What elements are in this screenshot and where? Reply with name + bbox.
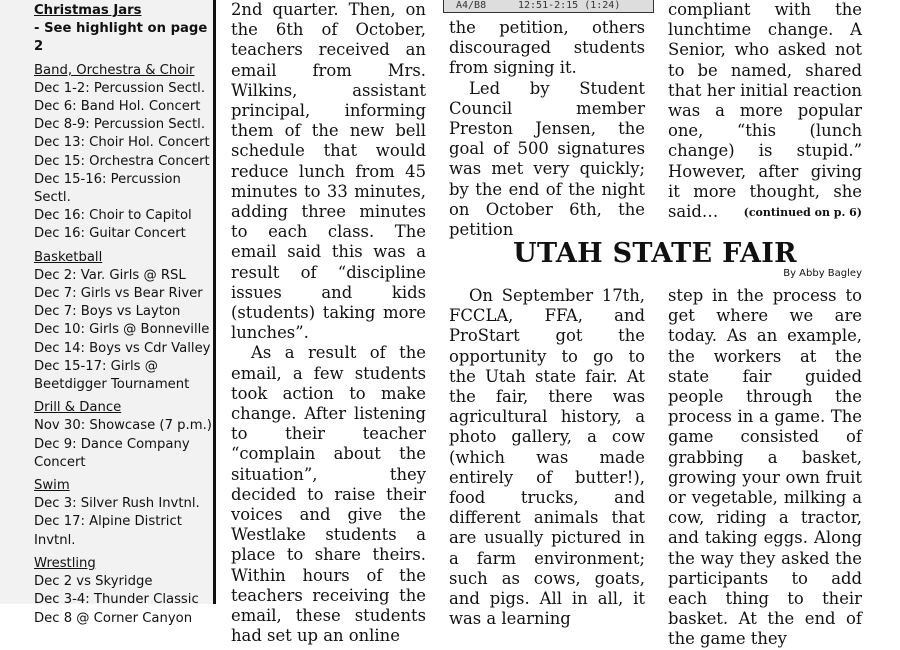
schedule-period: A4/B8 bbox=[456, 0, 487, 11]
section-title: Wrestling bbox=[34, 555, 96, 571]
article-paragraph: 2nd quarter. Then, on the 6th of October, teachers received an email from Mrs. Wilkins, assistant principal, informing them of the new bell schedule that would reduce lunch from 45 minutes to 33 minutes, adding three minutes to each class. The email said this was a result of “discipline issues and kids (students) taking more lunches”. bbox=[231, 0, 426, 343]
event-item: Dec 15-16: Percussion Sectl. bbox=[34, 171, 181, 206]
bell-schedule-row bbox=[443, 0, 654, 13]
event-item: Dec 10: Girls @ Bonneville bbox=[34, 322, 210, 338]
event-item: Dec 2: Var. Girls @ RSL bbox=[34, 267, 186, 283]
event-item: Dec 6: Band Hol. Concert bbox=[34, 99, 201, 115]
article-paragraph: compliant with the lunchtime change. A Senior, who asked not to be named, shared that her initial reaction was a more popular one, “this (lunch change) is stupid.” However, after giving it more thought, she said… bbox=[668, 0, 862, 222]
article-paragraph: the petition, others discouraged students from signing it. bbox=[449, 18, 645, 78]
event-item: Dec 1-2: Percussion Sectl. bbox=[34, 80, 206, 96]
schedule-time: 12:51-2:15 (1:24) bbox=[518, 0, 621, 11]
event-item: Dec 3-4: Thunder Classic bbox=[34, 592, 199, 608]
event-item: Dec 8 @ Corner Canyon bbox=[34, 610, 193, 626]
byline: By Abby Bagley bbox=[783, 268, 862, 279]
section-band bbox=[34, 62, 214, 244]
event-item: Dec 15-17: Girls @ Beetdigger Tournament bbox=[34, 358, 190, 393]
event-item: Dec 9: Dance Company Concert bbox=[34, 436, 190, 470]
article-paragraph: Led by Student Council member Preston Jensen, the goal of 500 signatures was met very quickly; by the end of the night on October 6th, the petition bbox=[449, 78, 645, 240]
event-item: Dec 14: Boys vs Cdr Valley bbox=[34, 340, 211, 356]
column-divider bbox=[213, 0, 216, 604]
sidebar-heading: Christmas Jars bbox=[34, 3, 142, 18]
event-item: Dec 3: Silver Rush Invtnl. bbox=[34, 496, 200, 512]
continued-note: (continued on p. 6) bbox=[743, 206, 862, 219]
event-item: Dec 7: Girls vs Bear River bbox=[34, 286, 203, 302]
event-item: Dec 16: Choir to Capitol bbox=[34, 208, 192, 224]
event-item: Dec 15: Orchestra Concert bbox=[34, 153, 210, 169]
events-sidebar bbox=[0, 0, 214, 626]
event-item: Nov 30: Showcase (7 p.m.) bbox=[34, 418, 212, 434]
fair-article-column-2: step in the process to get where we are today. As an example, the workers at the state fair guided people through the process in a game. The game consisted of grabbing a basket, growing your own fruit or vegetable, milking a cow, riding a tractor, and taking eggs. Along the way they asked the participants to add each thing to their basket. At the end of the game they bbox=[668, 286, 862, 649]
article-paragraph: As a result of the email, a few students took action to make change. After listening to their teacher “complain about the situation”, they decided to raise their voices and give the Westlake students a place to share theirs. Within hours of the teachers receiving the email, these students had set up an online bbox=[231, 343, 426, 646]
section-title: Basketball bbox=[34, 249, 103, 265]
section-title: Band, Orchestra & Choir bbox=[34, 62, 195, 78]
section-drill-dance bbox=[34, 399, 214, 472]
event-item: Dec 13: Choir Hol. Concert bbox=[34, 135, 210, 151]
fair-article-column-1: On September 17th, FCCLA, FFA, and ProStart got the opportunity to go to the Utah state fair. At the fair, there was agricultural history, a photo gallery, a cow (which was made entirely of butter!), food trucks, and different animals that are usually pictured in a farm environment; such as cows, goats, and pigs. All in all, it was a learning bbox=[449, 286, 645, 629]
lunch-article-column-1 bbox=[231, 0, 426, 647]
event-item: Dec 8-9: Percussion Sectl. bbox=[34, 117, 206, 133]
section-swim bbox=[34, 477, 214, 550]
sidebar-highlight: - See highlight on page 2 bbox=[34, 21, 208, 55]
section-wrestling bbox=[34, 555, 214, 628]
event-item: Dec 16: Guitar Concert bbox=[34, 226, 186, 242]
lunch-article-column-3 bbox=[668, 0, 862, 222]
section-title: Swim bbox=[34, 478, 70, 494]
headline: UTAH STATE FAIR bbox=[513, 238, 797, 269]
event-item: Dec 2 vs Skyridge bbox=[34, 574, 153, 590]
event-item: Dec 7: Boys vs Layton bbox=[34, 304, 181, 320]
section-basketball bbox=[34, 249, 214, 395]
lunch-article-column-2 bbox=[449, 18, 645, 240]
section-title: Drill & Dance bbox=[34, 400, 122, 416]
event-item: Dec 17: Alpine District Invtnl. bbox=[34, 514, 182, 548]
